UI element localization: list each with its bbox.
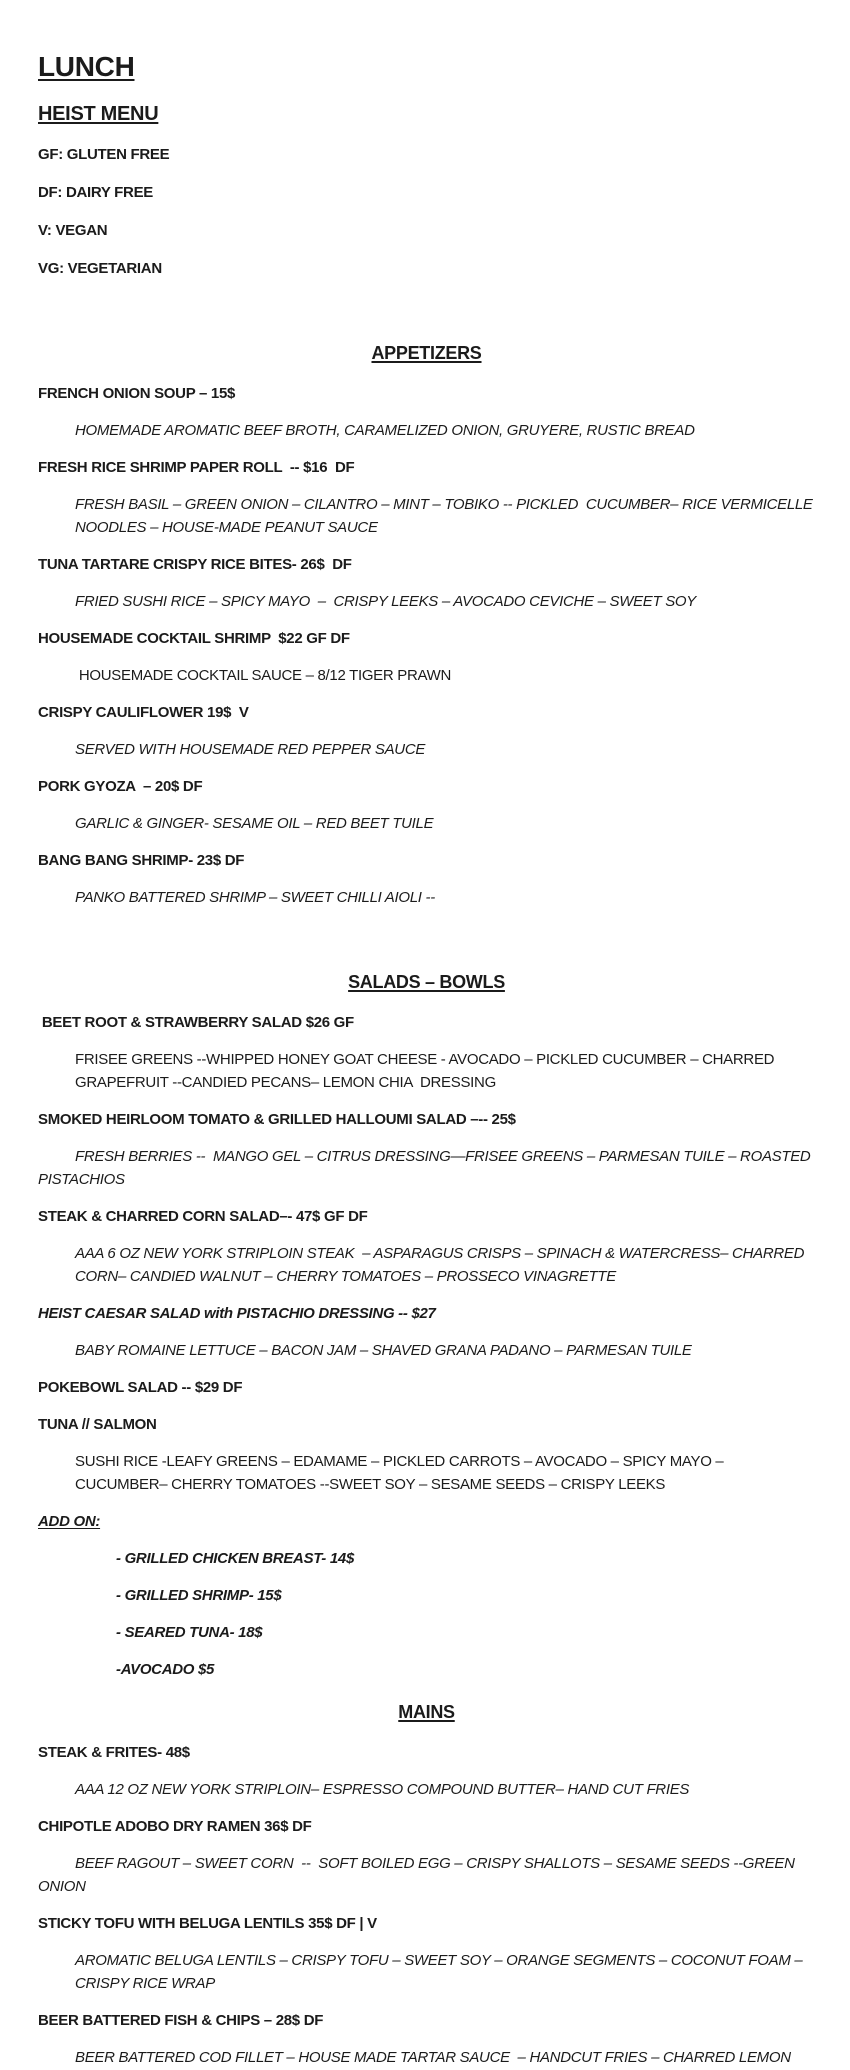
menu-item-description: AAA 6 OZ NEW YORK STRIPLOIN STEAK – ASPARAGUS CRISPS – SPINACH & WATERCRESS– CHARRED CORN– CANDIED WALNUT – CHERRY TOMATOES – PROSSECO VINAGRETTE: [75, 1245, 808, 1285]
menu-item-name: TUNA TARTARE CRISPY RICE BITES- 26$ DF: [38, 556, 352, 573]
menu-section: [38, 969, 815, 1681]
menu-item-name: STICKY TOFU WITH BELUGA LENTILS 35$ DF | V: [38, 1915, 377, 1932]
menu-item-name: STEAK & CHARRED CORN SALAD–- 47$ GF DF: [38, 1208, 368, 1225]
menu-item-name: FRENCH ONION SOUP – 15$: [38, 385, 236, 402]
menu-item-description: HOMEMADE AROMATIC BEEF BROTH, CARAMELIZED ONION, GRUYERE, RUSTIC BREAD: [75, 422, 695, 439]
menu-item-description: FRIED SUSHI RICE – SPICY MAYO – CRISPY LEEKS – AVOCADO CEVICHE – SWEET SOY: [75, 593, 696, 610]
section-heading: SALADS – BOWLS: [348, 972, 505, 992]
menu-item-name: HEIST CAESAR SALAD with PISTACHIO DRESSING -- $27: [38, 1305, 436, 1322]
menu-item-description: GARLIC & GINGER- SESAME OIL – RED BEET TUILE: [75, 815, 434, 832]
menu-item: [38, 382, 815, 442]
menu-item-name: FRESH RICE SHRIMP PAPER ROLL -- $16 DF: [38, 459, 355, 476]
menu-item: [38, 701, 815, 761]
menu-item-name: BEET ROOT & STRAWBERRY SALAD $26 GF: [38, 1014, 354, 1031]
menu-item-description: BABY ROMAINE LETTUCE – BACON JAM – SHAVED GRANA PADANO – PARMESAN TUILE: [75, 1342, 692, 1359]
legend-vegan: V: VEGAN: [38, 222, 108, 239]
menu-item-description: FRISEE GREENS --WHIPPED HONEY GOAT CHEESE - AVOCADO – PICKLED CUCUMBER – CHARRED GRAPEFRUIT --CANDIED PECANS– LEMON CHIA DRESSING: [75, 1051, 779, 1091]
menu-item-name: BANG BANG SHRIMP- 23$ DF: [38, 852, 245, 869]
menu-item: [38, 1011, 815, 1094]
menu-item-name: ADD ON:: [38, 1513, 101, 1530]
menu-item: [38, 456, 815, 539]
menu-section: [38, 340, 815, 909]
menu-item: [38, 627, 815, 687]
menu-item: [38, 1815, 815, 1898]
menu-item-description: FRESH BASIL – GREEN ONION – CILANTRO – MINT – TOBIKO -- PICKLED CUCUMBER– RICE VERMICELLE NOODLES – HOUSE-MADE PEANUT SAUCE: [75, 496, 817, 536]
legend-vegetarian: VG: VEGETARIAN: [38, 260, 162, 277]
menu-item-name: CHIPOTLE ADOBO DRY RAMEN 36$ DF: [38, 1818, 312, 1835]
menu-item-name: BEER BATTERED FISH & CHIPS – 28$ DF: [38, 2012, 324, 2029]
menu-item: [38, 1741, 815, 1801]
section-heading: MAINS: [398, 1702, 455, 1722]
menu-item-description: AROMATIC BELUGA LENTILS – CRISPY TOFU – SWEET SOY – ORANGE SEGMENTS – COCONUT FOAM – CRISPY RICE WRAP: [75, 1952, 807, 1992]
menu-item: [38, 1205, 815, 1288]
add-on-option: - GRILLED SHRIMP- 15$: [116, 1587, 282, 1604]
legend-dairy-free: DF: DAIRY FREE: [38, 184, 153, 201]
menu-item-description: SERVED WITH HOUSEMADE RED PEPPER SAUCE: [75, 741, 426, 758]
menu-item-description: FRESH BERRIES -- MANGO GEL – CITRUS DRESSING—FRISEE GREENS – PARMESAN TUILE – ROASTED PISTACHIOS: [38, 1148, 815, 1188]
menu-item-name: SMOKED HEIRLOOM TOMATO & GRILLED HALLOUMI SALAD –-- 25$: [38, 1111, 516, 1128]
legend-gluten-free: GF: GLUTEN FREE: [38, 146, 170, 163]
menu-item: [38, 2009, 815, 2069]
menu-item-description: PANKO BATTERED SHRIMP – SWEET CHILLI AIOLI --: [75, 889, 435, 906]
menu-item: [38, 1413, 815, 1496]
page-title: LUNCH: [38, 51, 135, 82]
menu-item-name: STEAK & FRITES- 48$: [38, 1744, 190, 1761]
menu-item-name: PORK GYOZA – 20$ DF: [38, 778, 203, 795]
add-on-option: - GRILLED CHICKEN BREAST- 14$: [116, 1550, 354, 1567]
menu-item-description: BEER BATTERED COD FILLET – HOUSE MADE TARTAR SAUCE – HANDCUT FRIES – CHARRED LEMON: [75, 2049, 791, 2066]
menu-item: [38, 849, 815, 909]
menu-item: [38, 775, 815, 835]
menu-item: [38, 1510, 815, 1681]
menu-section: [38, 1699, 815, 2069]
menu-item-description: HOUSEMADE COCKTAIL SAUCE – 8/12 TIGER PRAWN: [75, 667, 452, 684]
menu-item-name: POKEBOWL SALAD -- $29 DF: [38, 1379, 243, 1396]
menu-sections: [38, 340, 815, 2069]
section-heading: APPETIZERS: [371, 343, 482, 363]
menu-item-description: AAA 12 OZ NEW YORK STRIPLOIN– ESPRESSO COMPOUND BUTTER– HAND CUT FRIES: [75, 1781, 690, 1798]
add-on-option: -AVOCADO $5: [116, 1661, 215, 1678]
menu-item: [38, 1912, 815, 1995]
menu-item-name: CRISPY CAULIFLOWER 19$ V: [38, 704, 249, 721]
menu-item: [38, 1376, 815, 1399]
menu-item: [38, 1108, 815, 1191]
add-on-option: - SEARED TUNA- 18$: [116, 1624, 263, 1641]
menu-item-description: BEEF RAGOUT – SWEET CORN -- SOFT BOILED EGG – CRISPY SHALLOTS – SESAME SEEDS --GREEN ONION: [38, 1855, 799, 1895]
menu-name: HEIST MENU: [38, 103, 159, 125]
menu-item: [38, 1302, 815, 1362]
menu-item-name: HOUSEMADE COCKTAIL SHRIMP $22 GF DF: [38, 630, 350, 647]
menu-item: [38, 553, 815, 613]
menu-item-name: TUNA // SALMON: [38, 1416, 157, 1433]
menu-item-description: SUSHI RICE -LEAFY GREENS – EDAMAME – PICKLED CARROTS – AVOCADO – SPICY MAYO – CUCUMBER– CHERRY TOMATOES --SWEET SOY – SESAME SEEDS – CRISPY LEEKS: [75, 1453, 728, 1493]
